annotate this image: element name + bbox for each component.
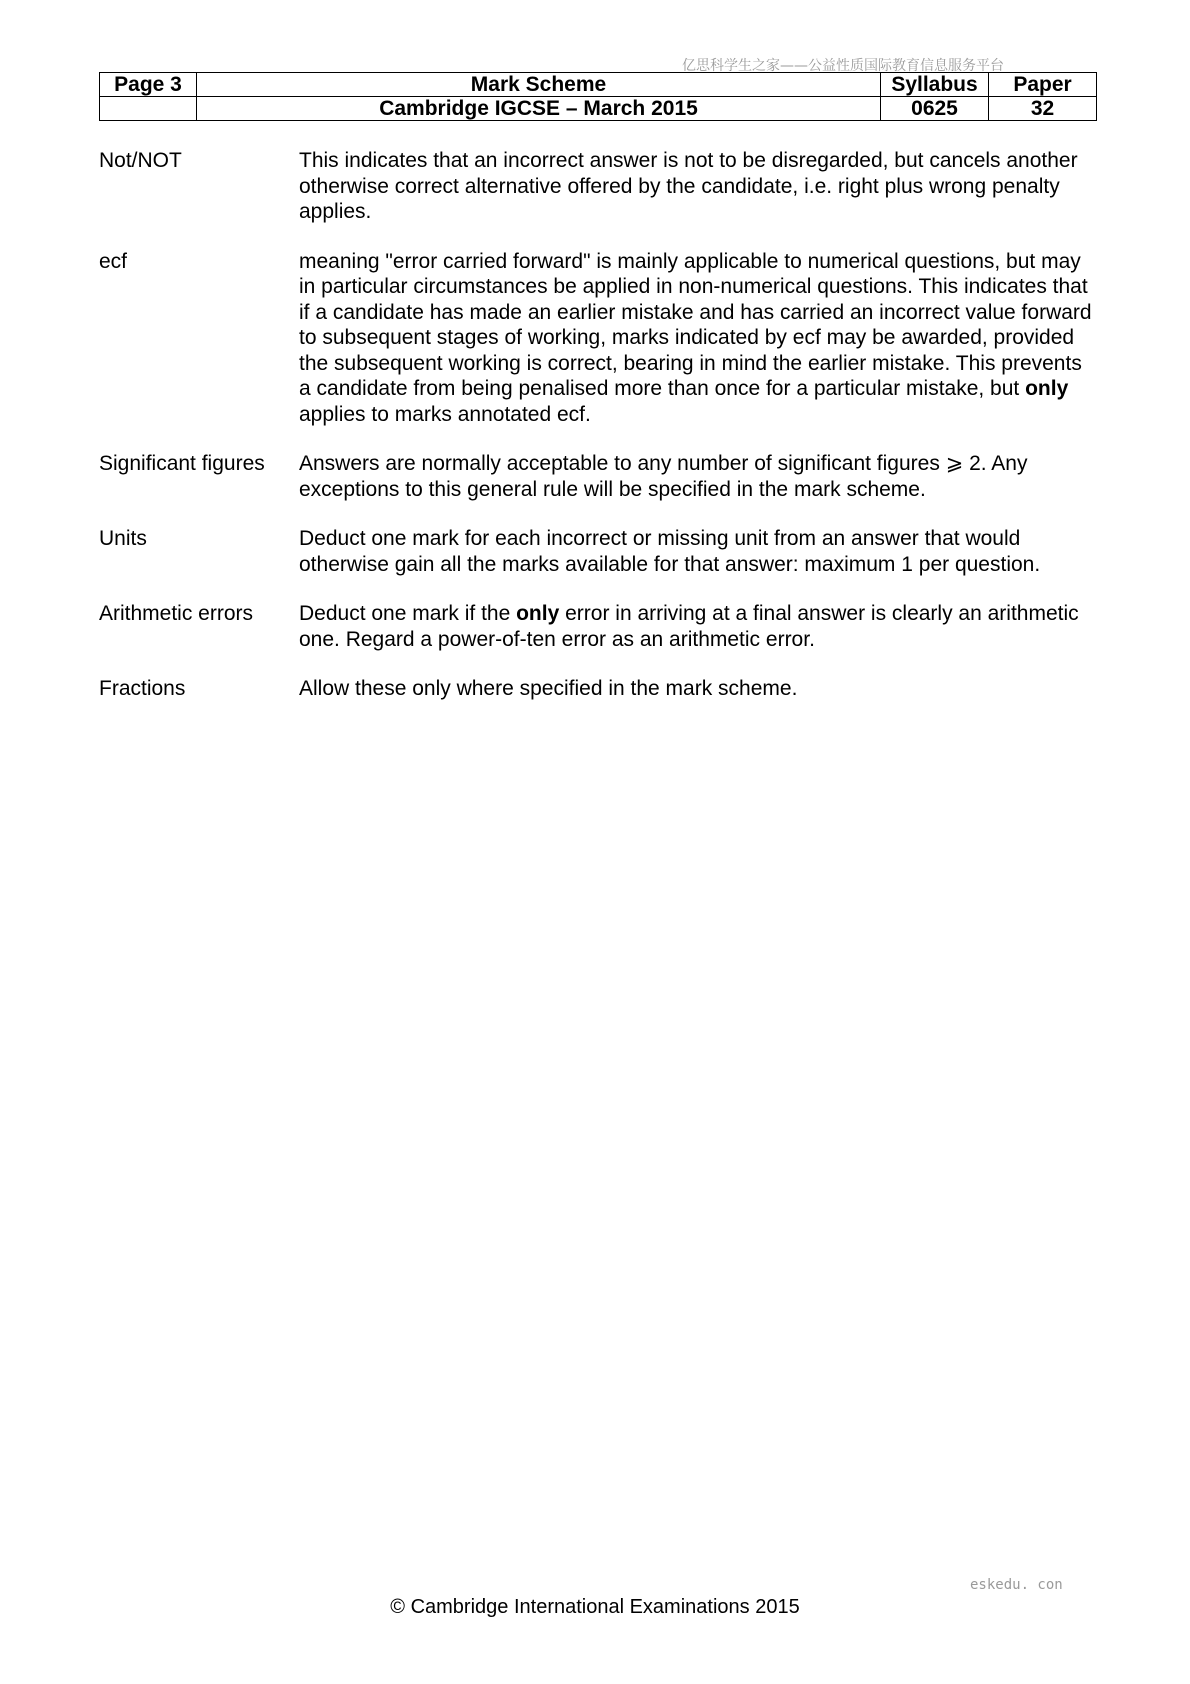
definition-term: ecf [99, 249, 128, 273]
header-table [99, 72, 1097, 121]
definition-term: Units [99, 527, 147, 550]
definition-text: error in arriving at a final answer is clearly an arithmetic one. Regard a power-of-ten error as an arithmetic error. [299, 602, 1079, 651]
definition-row [99, 451, 1099, 502]
syllabus-code: 0625 [881, 97, 989, 121]
page-number-empty [100, 97, 197, 121]
header-row-1 [100, 73, 1097, 97]
paper-number: 32 [989, 97, 1097, 121]
definition-description [299, 676, 1099, 702]
definition-term: Arithmetic errors [99, 602, 254, 625]
definition-description [299, 148, 1099, 225]
definition-term: Significant figures [99, 452, 265, 475]
definitions-list [99, 148, 1099, 726]
definition-row [99, 249, 1099, 428]
definition-description [299, 249, 1099, 428]
definition-text: applies to marks annotated ecf. [299, 402, 591, 426]
definition-emphasis: only [1025, 377, 1069, 400]
watermark-bottom: eskedu. con [970, 1577, 1063, 1593]
definition-row [99, 676, 1099, 702]
definition-row [99, 601, 1099, 652]
definition-term: Not/NOT [99, 149, 182, 172]
definition-text: Deduct one mark for each incorrect or missing unit from an answer that would otherwise gain all the marks available for that answer: maximum 1 per question. [299, 527, 1041, 576]
definition-text: meaning "error carried forward" is mainly applicable to numerical questions, but may in particular circumstances be applied in non-numerical questions. This indicates that if a candidate has made an earlier mistake and has carried an incorrect value forward to subsequent stages of working, marks indicated by ecf may be awarded, provided the subsequent working is correct, bearing in mind the earlier mistake. This prevents a candidate from being penalised more than once for a particular mistake, but [299, 249, 1092, 400]
copyright-footer: © Cambridge International Examinations 2015 [390, 1596, 800, 1618]
definition-text: Deduct one mark if the [299, 602, 517, 625]
definition-emphasis: only [516, 602, 560, 625]
header-row-2 [100, 97, 1097, 121]
definition-description [299, 601, 1099, 652]
definition-description [299, 451, 1099, 502]
definition-text: Allow these only where specified in the mark scheme. [299, 677, 798, 700]
definition-row [99, 526, 1099, 577]
document-title: Mark Scheme [197, 73, 881, 97]
syllabus-label: Syllabus [881, 73, 989, 97]
definition-text: Answers are normally acceptable to any number of significant figures ⩾ 2. Any exceptions to this general rule will be specified in the mark scheme. [299, 452, 1028, 501]
paper-label: Paper [989, 73, 1097, 97]
definition-description [299, 526, 1099, 577]
page-number: Page 3 [100, 73, 197, 97]
document-subtitle: Cambridge IGCSE – March 2015 [197, 97, 881, 121]
definition-row [99, 148, 1099, 225]
definition-term: Fractions [99, 677, 186, 700]
watermark-top: 亿思科学生之家——公益性质国际教育信息服务平台 [682, 58, 1004, 74]
definition-text: This indicates that an incorrect answer is not to be disregarded, but cancels another otherwise correct alternative offered by the candidate, i.e. right plus wrong penalty applies. [299, 149, 1078, 223]
